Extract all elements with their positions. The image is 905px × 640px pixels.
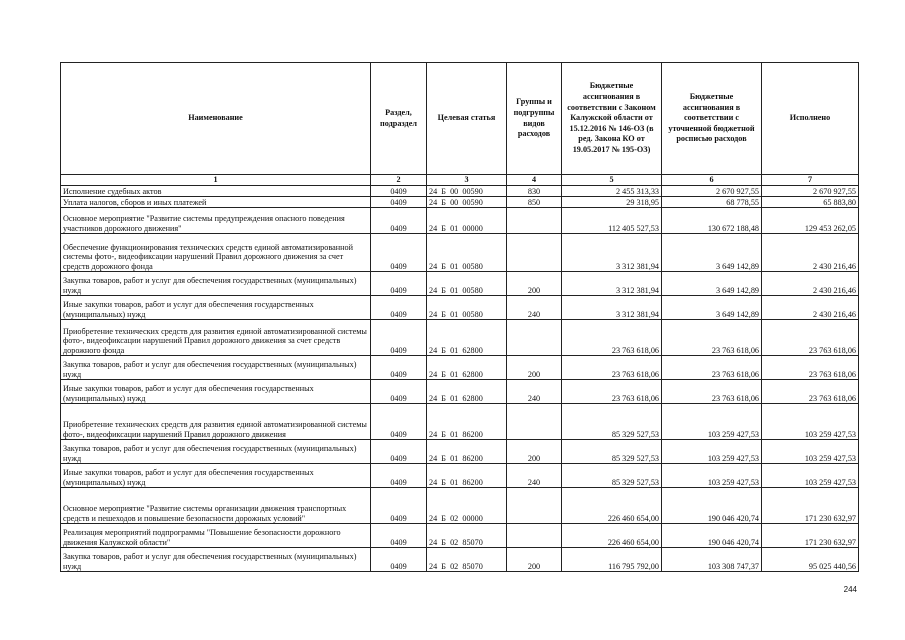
row-refined-amount: 190 046 420,74 xyxy=(662,488,762,524)
row-refined-amount: 3 649 142,89 xyxy=(662,234,762,272)
row-executed-amount: 23 763 618,06 xyxy=(762,356,859,380)
row-section: 0409 xyxy=(371,356,427,380)
row-law-amount: 3 312 381,94 xyxy=(562,296,662,320)
row-section: 0409 xyxy=(371,440,427,464)
row-refined-amount: 23 763 618,06 xyxy=(662,356,762,380)
row-target: 24 Б 01 62800 xyxy=(427,356,507,380)
column-number: 4 xyxy=(507,175,562,186)
row-executed-amount: 171 230 632,97 xyxy=(762,488,859,524)
table-row xyxy=(61,380,859,404)
row-executed-amount: 2 670 927,55 xyxy=(762,186,859,197)
row-target: 24 Б 02 85070 xyxy=(427,548,507,572)
row-refined-amount: 3 649 142,89 xyxy=(662,272,762,296)
column-number: 7 xyxy=(762,175,859,186)
row-refined-amount: 190 046 420,74 xyxy=(662,524,762,548)
row-law-amount: 85 329 527,53 xyxy=(562,440,662,464)
row-target: 24 Б 00 00590 xyxy=(427,197,507,208)
table-row xyxy=(61,296,859,320)
row-group: 200 xyxy=(507,440,562,464)
column-number: 1 xyxy=(61,175,371,186)
row-refined-amount: 103 259 427,53 xyxy=(662,404,762,440)
row-group xyxy=(507,404,562,440)
header-target: Целевая статья xyxy=(427,63,507,175)
header-section: Раздел, подраздел xyxy=(371,63,427,175)
row-name: Иные закупки товаров, работ и услуг для обеспечения государственных (муниципальных) нужд xyxy=(61,380,371,404)
row-executed-amount: 171 230 632,97 xyxy=(762,524,859,548)
column-number-row xyxy=(61,175,859,186)
budget-table xyxy=(60,62,859,572)
row-section: 0409 xyxy=(371,404,427,440)
row-target: 24 Б 01 00580 xyxy=(427,296,507,320)
row-target: 24 Б 01 86200 xyxy=(427,404,507,440)
row-section: 0409 xyxy=(371,488,427,524)
row-target: 24 Б 01 86200 xyxy=(427,440,507,464)
row-law-amount: 3 312 381,94 xyxy=(562,234,662,272)
header-row xyxy=(61,63,859,175)
row-law-amount: 112 405 527,53 xyxy=(562,208,662,234)
row-section: 0409 xyxy=(371,320,427,356)
row-group: 240 xyxy=(507,380,562,404)
row-section: 0409 xyxy=(371,186,427,197)
row-section: 0409 xyxy=(371,272,427,296)
row-group xyxy=(507,488,562,524)
row-executed-amount: 103 259 427,53 xyxy=(762,464,859,488)
row-name: Приобретение технических средств для развития единой автоматизированной системы фото-, видеофиксации нарушений Правил дорожного движения xyxy=(61,404,371,440)
row-group: 850 xyxy=(507,197,562,208)
row-name: Закупка товаров, работ и услуг для обеспечения государственных (муниципальных) нужд xyxy=(61,356,371,380)
row-target: 24 Б 00 00590 xyxy=(427,186,507,197)
row-group: 240 xyxy=(507,296,562,320)
row-section: 0409 xyxy=(371,234,427,272)
row-section: 0409 xyxy=(371,464,427,488)
row-target: 24 Б 01 62800 xyxy=(427,320,507,356)
row-target: 24 Б 01 00580 xyxy=(427,272,507,296)
row-group xyxy=(507,320,562,356)
row-law-amount: 85 329 527,53 xyxy=(562,464,662,488)
column-number: 2 xyxy=(371,175,427,186)
row-law-amount: 23 763 618,06 xyxy=(562,356,662,380)
table-row xyxy=(61,356,859,380)
row-executed-amount: 2 430 216,46 xyxy=(762,234,859,272)
row-law-amount: 226 460 654,00 xyxy=(562,524,662,548)
row-refined-amount: 103 308 747,37 xyxy=(662,548,762,572)
row-group: 830 xyxy=(507,186,562,197)
row-executed-amount: 129 453 262,05 xyxy=(762,208,859,234)
row-law-amount: 2 455 313,33 xyxy=(562,186,662,197)
table-row xyxy=(61,208,859,234)
page-number: 244 xyxy=(843,585,857,594)
row-group xyxy=(507,524,562,548)
table-row xyxy=(61,272,859,296)
row-law-amount: 3 312 381,94 xyxy=(562,272,662,296)
row-name: Закупка товаров, работ и услуг для обеспечения государственных (муниципальных) нужд xyxy=(61,548,371,572)
row-target: 24 Б 02 00000 xyxy=(427,488,507,524)
row-refined-amount: 68 778,55 xyxy=(662,197,762,208)
table-row xyxy=(61,440,859,464)
row-law-amount: 23 763 618,06 xyxy=(562,380,662,404)
row-executed-amount: 23 763 618,06 xyxy=(762,320,859,356)
row-target: 24 Б 01 86200 xyxy=(427,464,507,488)
row-name: Закупка товаров, работ и услуг для обеспечения государственных (муниципальных) нужд xyxy=(61,440,371,464)
row-name: Обеспечение функционирования технических средств единой автоматизированной системы фото-, видеофиксации нарушений Правил дорожного движения за счет средств дорожного фонда xyxy=(61,234,371,272)
row-target: 24 Б 01 00000 xyxy=(427,208,507,234)
row-executed-amount: 23 763 618,06 xyxy=(762,380,859,404)
row-executed-amount: 103 259 427,53 xyxy=(762,404,859,440)
row-group: 240 xyxy=(507,464,562,488)
row-refined-amount: 2 670 927,55 xyxy=(662,186,762,197)
row-executed-amount: 65 883,80 xyxy=(762,197,859,208)
table-row xyxy=(61,524,859,548)
row-target: 24 Б 02 85070 xyxy=(427,524,507,548)
row-group: 200 xyxy=(507,272,562,296)
row-name: Уплата налогов, сборов и иных платежей xyxy=(61,197,371,208)
row-executed-amount: 95 025 440,56 xyxy=(762,548,859,572)
row-name: Закупка товаров, работ и услуг для обеспечения государственных (муниципальных) нужд xyxy=(61,272,371,296)
row-group xyxy=(507,208,562,234)
table-row xyxy=(61,488,859,524)
header-refined: Бюджетные ассигнования в соответствии с уточненной бюджетной росписью расходов xyxy=(662,63,762,175)
row-name: Основное мероприятие "Развитие системы организации движения транспортных средств и пешеходов и повышение безопасности дорожных условий" xyxy=(61,488,371,524)
table-row xyxy=(61,404,859,440)
table-body xyxy=(61,186,859,572)
row-target: 24 Б 01 00580 xyxy=(427,234,507,272)
row-refined-amount: 103 259 427,53 xyxy=(662,464,762,488)
column-number: 3 xyxy=(427,175,507,186)
table-row xyxy=(61,464,859,488)
header-law: Бюджетные ассигнования в соответствии с Законом Калужской области от 15.12.2016 № 146-ОЗ (в ред. Закона КО от 19.05.2017 № 195-ОЗ) xyxy=(562,63,662,175)
row-name: Основное мероприятие "Развитие системы предупреждения опасного поведения участников дорожного движения" xyxy=(61,208,371,234)
table-row xyxy=(61,186,859,197)
row-refined-amount: 23 763 618,06 xyxy=(662,320,762,356)
table-row xyxy=(61,548,859,572)
header-name: Наименование xyxy=(61,63,371,175)
row-section: 0409 xyxy=(371,380,427,404)
row-refined-amount: 3 649 142,89 xyxy=(662,296,762,320)
row-section: 0409 xyxy=(371,296,427,320)
row-name: Иные закупки товаров, работ и услуг для обеспечения государственных (муниципальных) нужд xyxy=(61,296,371,320)
row-group xyxy=(507,234,562,272)
header-group: Группы и подгруппы видов расходов xyxy=(507,63,562,175)
table-row xyxy=(61,197,859,208)
row-executed-amount: 2 430 216,46 xyxy=(762,272,859,296)
row-name: Иные закупки товаров, работ и услуг для обеспечения государственных (муниципальных) нужд xyxy=(61,464,371,488)
row-law-amount: 226 460 654,00 xyxy=(562,488,662,524)
table-row xyxy=(61,234,859,272)
row-section: 0409 xyxy=(371,197,427,208)
row-law-amount: 29 318,95 xyxy=(562,197,662,208)
row-name: Реализация мероприятий подпрограммы "Повышение безопасности дорожного движения Калужской области" xyxy=(61,524,371,548)
column-number: 6 xyxy=(662,175,762,186)
row-executed-amount: 103 259 427,53 xyxy=(762,440,859,464)
row-refined-amount: 23 763 618,06 xyxy=(662,380,762,404)
row-section: 0409 xyxy=(371,524,427,548)
row-name: Приобретение технических средств для развития единой автоматизированной системы фото-, видеофиксации нарушений Правил дорожного движения за счет средств дорожного фонда xyxy=(61,320,371,356)
column-number: 5 xyxy=(562,175,662,186)
row-name: Исполнение судебных актов xyxy=(61,186,371,197)
row-law-amount: 116 795 792,00 xyxy=(562,548,662,572)
row-group: 200 xyxy=(507,548,562,572)
row-refined-amount: 103 259 427,53 xyxy=(662,440,762,464)
row-section: 0409 xyxy=(371,548,427,572)
row-section: 0409 xyxy=(371,208,427,234)
table-row xyxy=(61,320,859,356)
row-executed-amount: 2 430 216,46 xyxy=(762,296,859,320)
header-executed: Исполнено xyxy=(762,63,859,175)
row-target: 24 Б 01 62800 xyxy=(427,380,507,404)
row-law-amount: 85 329 527,53 xyxy=(562,404,662,440)
row-refined-amount: 130 672 188,48 xyxy=(662,208,762,234)
row-law-amount: 23 763 618,06 xyxy=(562,320,662,356)
row-group: 200 xyxy=(507,356,562,380)
